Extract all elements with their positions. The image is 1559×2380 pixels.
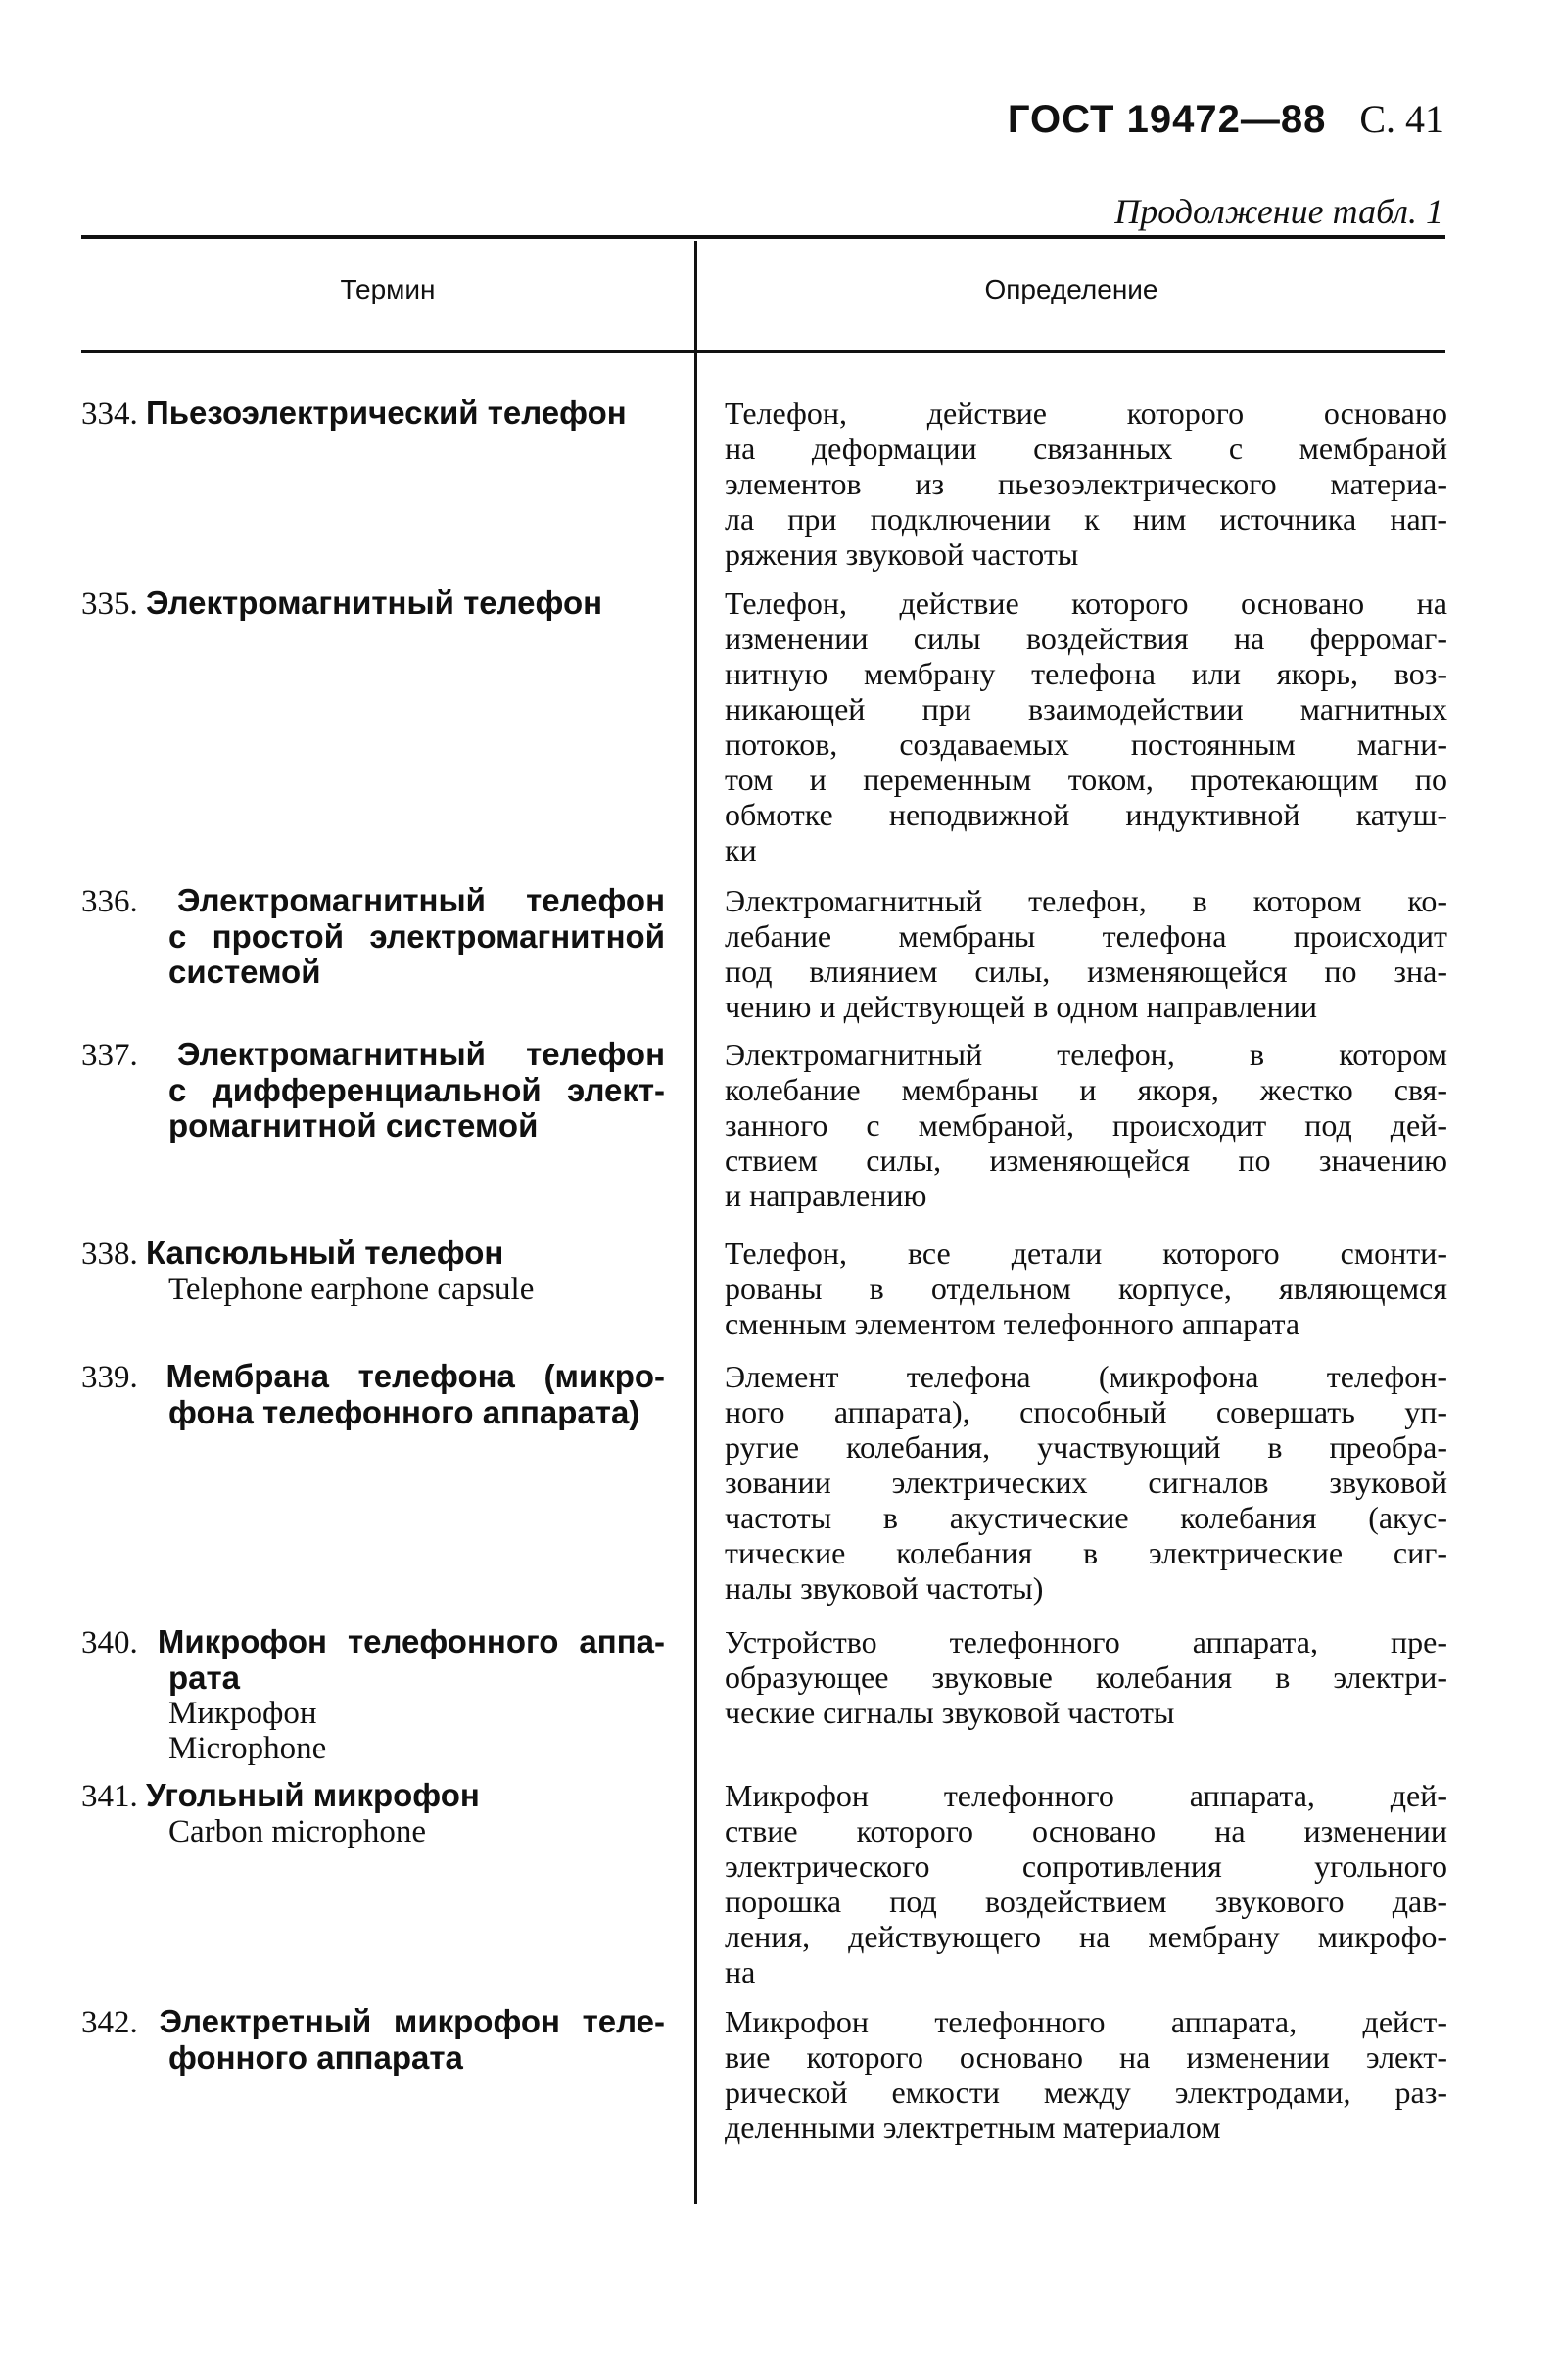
entry-number: 335. [81, 586, 146, 622]
column-header-term: Термин [340, 274, 436, 304]
entry-number: 334. [81, 397, 146, 432]
definition-line: занного с мембраной, происходит под дей- [725, 1107, 1447, 1143]
term-cell [81, 1778, 665, 1849]
definition-line: изменении силы воздействия на ферромаг- [725, 621, 1447, 656]
definition-line: на деформации связанных с мембраной [725, 431, 1447, 466]
definition-line: Устройство телефонного аппарата, пре- [725, 1624, 1447, 1659]
term-cell [81, 585, 665, 622]
definition-line: под влиянием силы, изменяющейся по зна- [725, 954, 1447, 989]
definition-line: элементов из пьезоэлектрического материа- [725, 466, 1447, 501]
term-synonym: Microphone [168, 1731, 327, 1766]
term-text-line: фона телефонного аппарата) [168, 1394, 640, 1430]
definition-line: налы звуковой частоты) [725, 1570, 1044, 1606]
term-synonym: Микрофон [168, 1696, 317, 1731]
table-header-rule [81, 350, 1445, 353]
definition-line: Телефон, все детали которого смонти- [725, 1236, 1447, 1271]
definition-cell [725, 2004, 1447, 2145]
definition-cell [725, 1624, 1447, 1730]
term-text-line: 342. Электретный микрофон теле- [81, 2003, 665, 2040]
definition-cell [725, 1037, 1447, 1213]
definition-cell [725, 585, 1447, 867]
definition-line: ления, действующего на мембрану микрофо- [725, 1919, 1447, 1954]
term-synonym: Carbon microphone [168, 1814, 427, 1849]
table-continuation-note: Продолжение табл. 1 [1114, 192, 1443, 231]
column-divider [694, 241, 697, 2204]
definition-line: ряжения звуковой частоты [725, 537, 1079, 572]
entry-number: 340. [81, 1625, 158, 1660]
definition-line: чению и действующей в одном направлении [725, 989, 1317, 1024]
term-text-line: системой [168, 954, 321, 990]
definition-line: тические колебания в электрические сиг- [725, 1535, 1447, 1570]
definition-line: потоков, создаваемых постоянным магни- [725, 726, 1447, 762]
definition-line: частоты в акустические колебания (акус- [725, 1500, 1447, 1535]
definition-line: Элемент телефона (микрофона телефон- [725, 1359, 1447, 1394]
definition-line: деленными электретным материалом [725, 2110, 1221, 2145]
term-cell [81, 1037, 665, 1143]
definition-line: том и переменным током, протекающим по [725, 762, 1447, 797]
term-text-line: 338. Капсюльный телефон [81, 1235, 504, 1272]
table-top-rule [81, 235, 1445, 239]
definition-line: Электромагнитный телефон, в котором ко- [725, 883, 1447, 918]
entry-number: 337. [81, 1038, 177, 1073]
term-cell [81, 883, 665, 990]
entry-number: 341. [81, 1779, 146, 1814]
definition-line: порошка под воздействием звукового дав- [725, 1884, 1447, 1919]
term-text-line: 335. Электромагнитный телефон [81, 584, 603, 622]
definition-line: лебание мембраны телефона происходит [725, 918, 1447, 954]
term-text-line: 334. Пьезоэлектрический телефон [81, 395, 627, 432]
page-number: С. 41 [1359, 97, 1444, 141]
definition-line: рической емкости между электродами, раз- [725, 2075, 1447, 2110]
definition-line: колебание мембраны и якоря, жестко свя- [725, 1072, 1447, 1107]
definition-line: Микрофон телефонного аппарата, дейст- [725, 2004, 1447, 2039]
definition-line: ла при подключении к ним источника нап- [725, 501, 1447, 537]
definition-line: рованы в отдельном корпусе, являющемся [725, 1271, 1447, 1306]
entry-number: 336. [81, 884, 177, 919]
page-header [1008, 96, 1444, 142]
definition-line: и направлению [725, 1178, 927, 1213]
term-text-line: 339. Мембрана телефона (микро- [81, 1358, 665, 1395]
definition-cell [725, 396, 1447, 572]
definition-line: зовании электрических сигналов звуковой [725, 1465, 1447, 1500]
term-text-line: 340. Микрофон телефонного аппа- [81, 1623, 665, 1660]
definition-line: Микрофон телефонного аппарата, дей- [725, 1778, 1447, 1813]
term-text-line: с дифференциальной элект- [168, 1072, 665, 1108]
definition-cell [725, 883, 1447, 1024]
term-cell [81, 2004, 665, 2076]
definition-line: образующее звуковые колебания в электри- [725, 1659, 1447, 1695]
term-text-line: с простой электромагнитной [168, 918, 665, 955]
term-synonym: Telephone earphone capsule [168, 1272, 535, 1307]
definition-line: вие которого основано на изменении элект- [725, 2039, 1447, 2075]
definition-cell [725, 1359, 1447, 1606]
definition-line: ческие сигналы звуковой частоты [725, 1695, 1175, 1730]
term-text-line: фонного аппарата [168, 2039, 463, 2076]
definition-line: ного аппарата), способный совершать уп- [725, 1394, 1447, 1429]
term-text-line: 341. Угольный микрофон [81, 1777, 480, 1814]
entry-number: 339. [81, 1360, 166, 1395]
term-text-line: ромагнитной системой [168, 1107, 539, 1143]
term-cell [81, 1624, 665, 1766]
column-header-definition: Определение [984, 274, 1158, 304]
definition-line: Телефон, действие которого основано на [725, 585, 1447, 621]
definition-line: никающей при взаимодействии магнитных [725, 691, 1447, 726]
term-cell [81, 396, 665, 432]
term-cell [81, 1236, 665, 1307]
definition-line: на [725, 1954, 756, 1989]
term-text-line: рата [168, 1659, 241, 1696]
term-cell [81, 1359, 665, 1430]
term-text-line: 336. Электромагнитный телефон [81, 882, 666, 919]
definition-line: ствие которого основано на изменении [725, 1813, 1447, 1848]
definition-line: ки [725, 832, 757, 867]
definition-line: электрического сопротивления угольного [725, 1848, 1447, 1884]
definition-cell [725, 1236, 1447, 1341]
definition-cell [725, 1778, 1447, 1989]
definition-line: обмотке неподвижной индуктивной катуш- [725, 797, 1447, 832]
definition-line: Электромагнитный телефон, в котором [725, 1037, 1447, 1072]
standard-number: ГОСТ 19472—88 [1007, 98, 1327, 141]
definition-line: сменным элементом телефонного аппарата [725, 1306, 1300, 1341]
entry-number: 342. [81, 2005, 160, 2040]
definition-line: нитную мембрану телефона или якорь, воз- [725, 656, 1447, 691]
definition-line: ругие колебания, участвующий в преобра- [725, 1429, 1447, 1465]
term-text-line: 337. Электромагнитный телефон [81, 1036, 666, 1073]
entry-number: 338. [81, 1237, 146, 1272]
definition-line: Телефон, действие которого основано [725, 396, 1447, 431]
definition-line: ствием силы, изменяющейся по значению [725, 1143, 1447, 1178]
